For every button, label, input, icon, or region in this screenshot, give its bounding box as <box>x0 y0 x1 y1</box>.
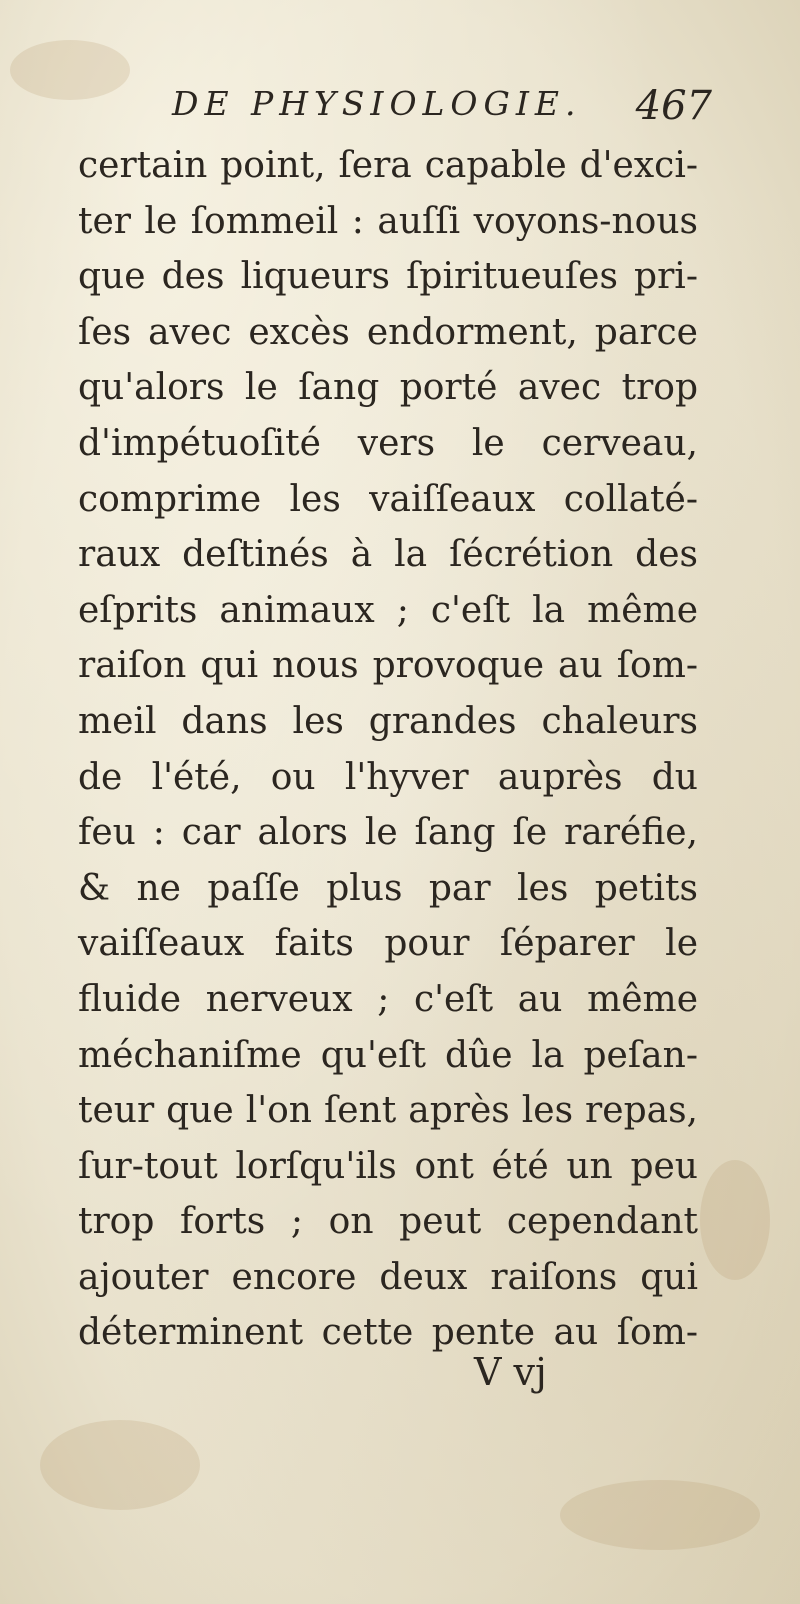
text-line: fluide nerveux ; c'eſt au même <box>78 978 698 1020</box>
text-line: que des liqueurs ſpiritueuſes pri- <box>78 256 698 298</box>
text-line: & ne paſſe plus par les petits <box>78 867 698 909</box>
text-line: meil dans les grandes chaleurs <box>78 700 698 742</box>
text-line: eſprits animaux ; c'eſt la même <box>78 589 698 631</box>
paper-stain <box>40 1420 200 1510</box>
text-line: ter le ſommeil : auſſi voyons-nous <box>78 200 698 242</box>
page-number: 467 <box>635 83 712 129</box>
signature-mark: V vj <box>474 1350 547 1394</box>
text-line: déterminent cette pente au ſom- <box>78 1312 698 1354</box>
text-line: ſes avec excès endorment, parce <box>78 311 698 353</box>
text-line: ajouter encore deux raiſons qui <box>78 1256 698 1298</box>
text-line: trop forts ; on peut cependant <box>78 1201 698 1243</box>
paper-stain <box>10 40 130 100</box>
paper-stain <box>560 1480 760 1550</box>
body-text <box>78 138 698 1361</box>
running-head <box>172 76 712 136</box>
text-line: certain point, ſera capable d'exci- <box>78 145 698 186</box>
text-line: raux deſtinés à la ſécrétion des <box>78 534 698 576</box>
text-line: ſur-tout lorſqu'ils ont été un peu <box>78 1145 698 1187</box>
text-line: comprime les vaiſſeaux collaté- <box>78 478 698 520</box>
text-line: feu : car alors le ſang ſe raréfie, <box>78 812 698 854</box>
running-title: DE PHYSIOLOGIE. <box>172 84 582 123</box>
text-line: méchaniſme qu'eſt dûe la peſan- <box>78 1034 698 1076</box>
text-line: qu'alors le ſang porté avec trop <box>78 367 698 409</box>
text-line: teur que l'on ſent après les repas, <box>78 1090 698 1132</box>
text-line: raiſon qui nous provoque au ſom- <box>78 645 698 687</box>
text-line: vaiſſeaux faits pour ſéparer le <box>78 923 698 965</box>
text-line: d'impétuoſité vers le cerveau, <box>78 422 698 464</box>
paper-stain <box>700 1160 770 1280</box>
text-line: de l'été, ou l'hyver auprès du <box>78 756 698 798</box>
